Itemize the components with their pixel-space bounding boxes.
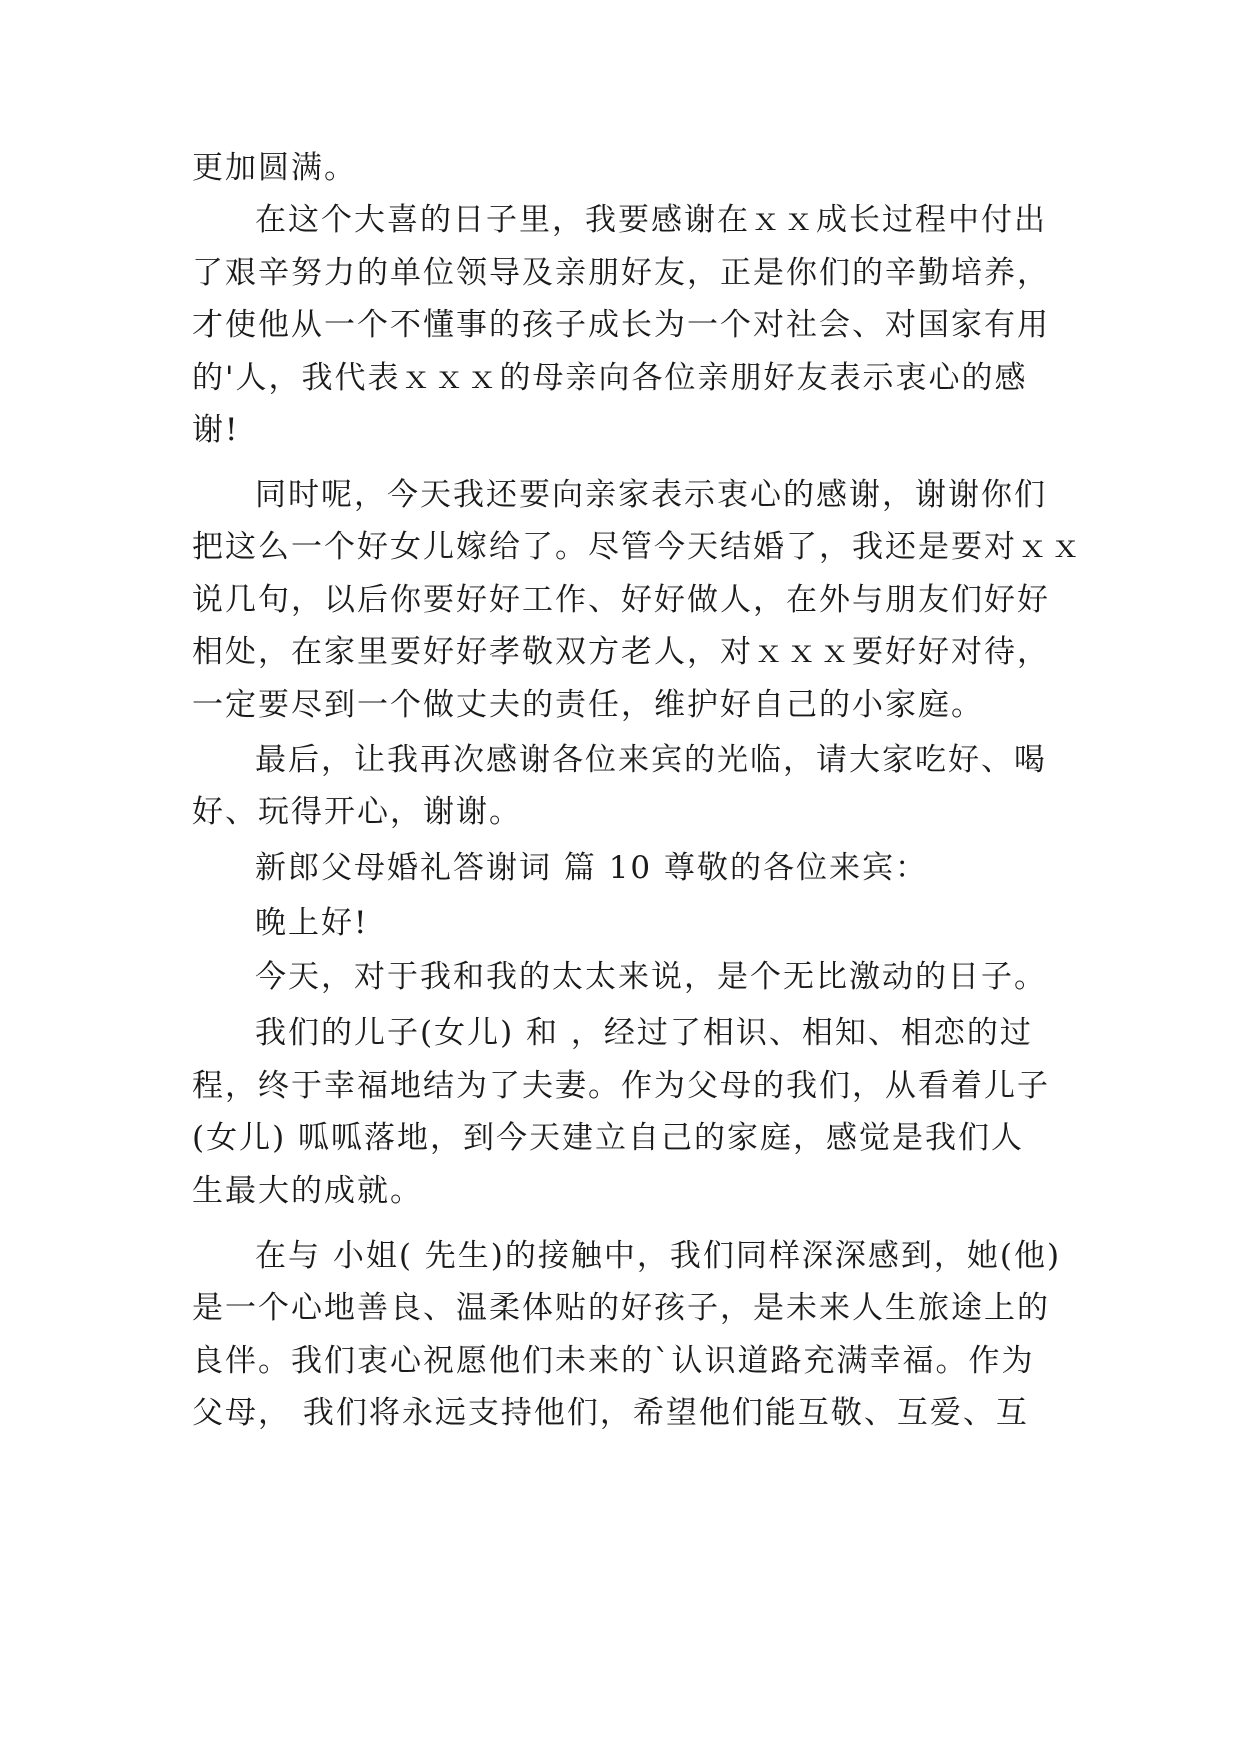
paragraph-start: 今天，对于我和我的太太来说，是个无比激动的日子。 <box>255 959 1047 995</box>
text-line: 生最大的成就。 <box>192 1173 423 1209</box>
text-line: 谢! <box>192 412 240 448</box>
paragraph-start: 同时呢，今天我还要向亲家表示衷心的感谢，谢谢你们 <box>255 477 1047 513</box>
paragraph-start: 在与 小姐( 先生)的接触中，我们同样深深感到，她(他) <box>255 1238 1062 1274</box>
greeting-line: 晚上好! <box>255 905 369 941</box>
paragraph-start: 最后，让我再次感谢各位来宾的光临，请大家吃好、喝 <box>255 742 1047 778</box>
text-line: 了艰辛努力的单位领导及亲朋好友，正是你们的辛勤培养， <box>192 255 1050 291</box>
text-line: 相处，在家里要好好孝敬双方老人，对ｘｘｘ要好好对待， <box>192 634 1050 670</box>
text-line: 良伴。我们衷心祝愿他们未来的`认识道路充满幸福。作为 <box>192 1343 1035 1379</box>
text-line: 程，终于幸福地结为了夫妻。作为父母的我们，从看着儿子 <box>192 1068 1050 1104</box>
section-heading: 新郎父母婚礼答谢词 篇 10 尊敬的各位来宾： <box>255 850 929 886</box>
text-line: 才使他从一个不懂事的孩子成长为一个对社会、对国家有用 <box>192 307 1050 343</box>
text-line: 更加圆满。 <box>192 150 357 186</box>
paragraph-start: 在这个大喜的日子里，我要感谢在ｘｘ成长过程中付出 <box>255 202 1047 238</box>
text-line: (女儿) 呱呱落地，到今天建立自己的家庭，感觉是我们人 <box>192 1120 1025 1156</box>
text-line: 的'人，我代表ｘｘｘ的母亲向各位亲朋好友表示衷心的感 <box>192 360 1028 396</box>
text-line: 说几句，以后你要好好工作、好好做人，在外与朋友们好好 <box>192 582 1050 618</box>
text-line: 是一个心地善良、温柔体贴的好孩子，是未来人生旅途上的 <box>192 1290 1050 1326</box>
paragraph-start: 我们的儿子(女儿) 和 ，经过了相识、相知、相恋的过 <box>255 1015 1033 1051</box>
text-line: 好、玩得开心，谢谢。 <box>192 794 522 830</box>
text-line: 把这么一个好女儿嫁给了。尽管今天结婚了，我还是要对ｘｘ <box>192 529 1083 565</box>
text-line: 父母， 我们将永远支持他们，希望他们能互敬、互爱、互 <box>192 1395 1029 1431</box>
text-line: 一定要尽到一个做丈夫的责任，维护好自己的小家庭。 <box>192 687 984 723</box>
